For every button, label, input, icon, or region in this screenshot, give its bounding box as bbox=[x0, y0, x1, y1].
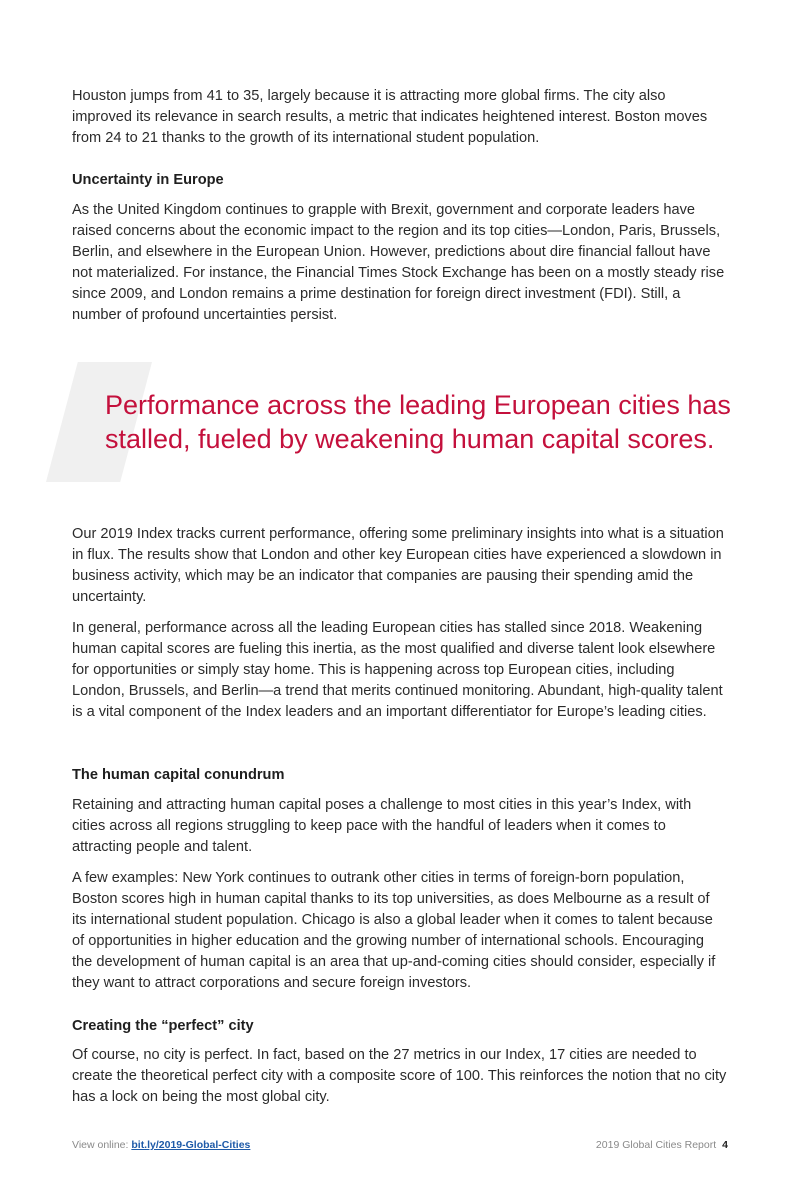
pull-quote-text: Performance across the leading European cities has stalled, fueled by weakening human capital scores. bbox=[105, 390, 731, 454]
paragraph-2019-index: Our 2019 Index tracks current performance, offering some preliminary insights into what is a situation in flux. The results show that London and other key European cities have experienced a slowdown in business activity, which may be an indicator that companies are pausing their spending amid the uncertainty. bbox=[72, 526, 724, 605]
heading-uncertainty-in-europe: Uncertainty in Europe bbox=[72, 172, 224, 188]
paragraph-houston-boston: Houston jumps from 41 to 35, largely because it is attracting more global firms. The city also improved its relevance in search results, a metric that indicates heightened interest. Boston moves from 24 to 21 thanks to the growth of its international student population. bbox=[72, 88, 708, 146]
page-footer bbox=[72, 1139, 728, 1155]
heading-human-capital-conundrum: The human capital conundrum bbox=[72, 767, 285, 783]
paragraph-brexit: As the United Kingdom continues to grapple with Brexit, government and corporate leaders have raised concerns about the economic impact to the region and its top cities—London, Paris, Brussels, Berlin, and elsewhere in the European Union. However, predictions about dire financial fallout have not materialized. For instance, the Financial Times Stock Exchange has been on a mostly steady rise since 2009, and London remains a prime destination for foreign direct investment (FDI). Still, a number of profound uncertainties persist. bbox=[72, 202, 725, 323]
pull-quote bbox=[0, 362, 800, 482]
paragraph-retaining-talent: Retaining and attracting human capital poses a challenge to most cities in this year’s Index, with cities across all regions struggling to keep pace with the handful of leaders when it comes to attracting people and talent. bbox=[72, 797, 692, 855]
paragraph-examples: A few examples: New York continues to outrank other cities in terms of foreign-born population, Boston scores high in human capital thanks to its top universities, as does Melbourne as a result of its international student population. Chicago is also a global leader when it comes to talent because of opportunities in higher education and the growing number of international schools. Encouraging the development of human capital is an area that up-and-coming cities should consider, especially if they want to attract corporations and secure foreign investors. bbox=[72, 870, 716, 991]
view-online-label: View online: bbox=[72, 1139, 129, 1151]
heading-perfect-city: Creating the “perfect” city bbox=[72, 1018, 254, 1034]
paragraph-no-city-perfect: Of course, no city is perfect. In fact, based on the 27 metrics in our Index, 17 cities are needed to create the theoretical perfect city with a composite score of 100. This reinforces the notion that no city has a lock on being the most global city. bbox=[72, 1047, 727, 1105]
footer-report-info bbox=[596, 1139, 728, 1151]
page-number: 4 bbox=[722, 1139, 728, 1151]
report-title: 2019 Global Cities Report bbox=[595, 1139, 717, 1151]
report-link[interactable]: bit.ly/2019-Global-Cities bbox=[131, 1139, 251, 1151]
paragraph-performance-stalled: In general, performance across all the leading European cities has stalled since 2018. Weakening human capital scores are fueling this inertia, as the most qualified and diverse talent look elsewhere for opportunities or simply stay home. This is happening across top European cities, including London, Brussels, and Berlin—a trend that merits continued monitoring. Abundant, high-quality talent is a vital component of the Index leaders and an important differentiator for Europe’s leading cities. bbox=[72, 620, 723, 720]
footer-view-online bbox=[72, 1139, 250, 1151]
